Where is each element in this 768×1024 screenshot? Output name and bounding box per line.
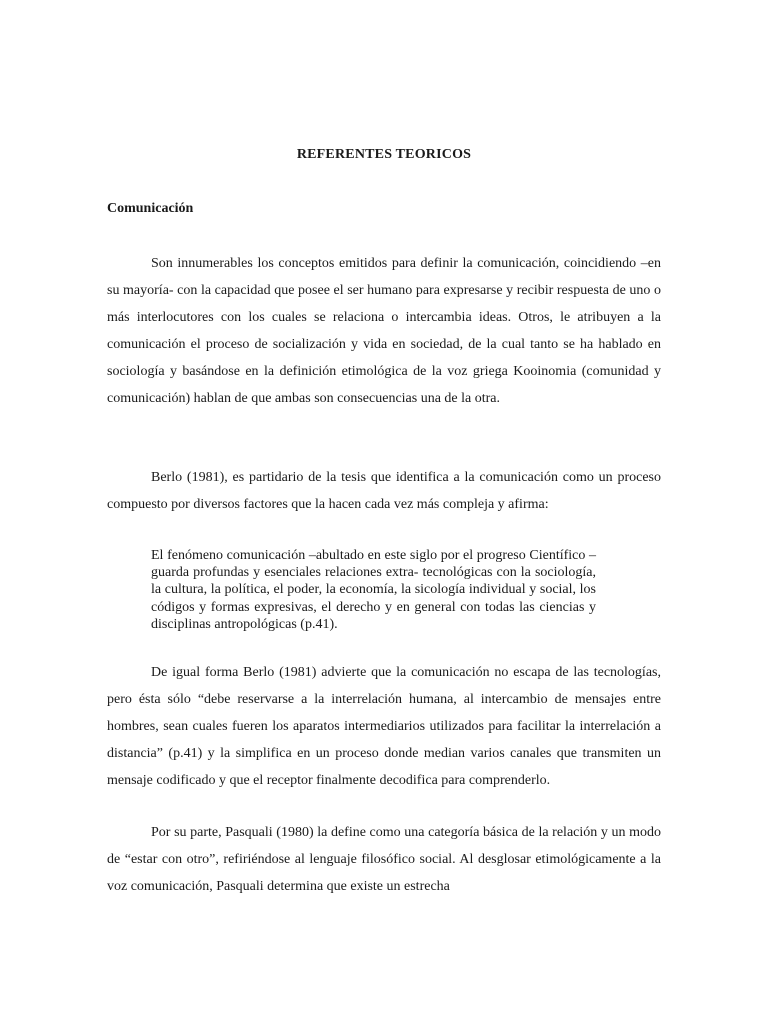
page-title: REFERENTES TEORICOS bbox=[296, 147, 472, 162]
section-heading: Comunicación bbox=[107, 201, 194, 216]
paragraph-pasquali: Por su parte, Pasquali (1980) la define como una categoría básica de la relación y un modo de “estar con otro”, refiriéndose al lenguaje filosófico social. Al desglosar etimológicamente a la voz comunicación, Pasquali determina que existe un estrecha bbox=[107, 825, 661, 894]
paragraph-berlo: Berlo (1981), es partidario de la tesis que identifica a la comunicación como un proceso compuesto por diversos factores que la hacen cada vez más compleja y afirma: bbox=[107, 470, 661, 512]
paragraph-intro: Son innumerables los conceptos emitidos para definir la comunicación, coincidiendo –en su mayoría- con la capacidad que posee el ser humano para expresarse y recibir respuesta de uno o más interlocutores con los cuales se relaciona o intercambia ideas. Otros, le atribuyen a la comunicación el proceso de socialización y vida en sociedad, de la cual tanto se ha hablado en sociología y basándose en la definición etimológica de la voz griega Kooinomia (comunidad y comunicación) hablan de que ambas son consecuencias una de la otra. bbox=[107, 256, 661, 406]
paragraph-berlo-tecnologias: De igual forma Berlo (1981) advierte que la comunicación no escapa de las tecnologías, pero ésta sólo “debe reservarse a la interrelación humana, al intercambio de mensajes entre hombres, sean cuales fueren los aparatos intermediarios utilizados para facilitar la interrelación a distancia” (p.41) y la simplifica en un proceso donde median varios canales que transmiten un mensaje codificado y que el receptor finalmente decodifica para comprenderlo. bbox=[107, 665, 661, 788]
block-quote: El fenómeno comunicación –abultado en este siglo por el progreso Científico –guarda profundas y esenciales relaciones extra- tecnológicas con la sociología, la cultura, la política, el poder, la economía, la sicología individual y social, los códigos y formas expresivas, el derecho y en general con todas las ciencias y disciplinas antropológicas (p.41). bbox=[151, 548, 596, 632]
